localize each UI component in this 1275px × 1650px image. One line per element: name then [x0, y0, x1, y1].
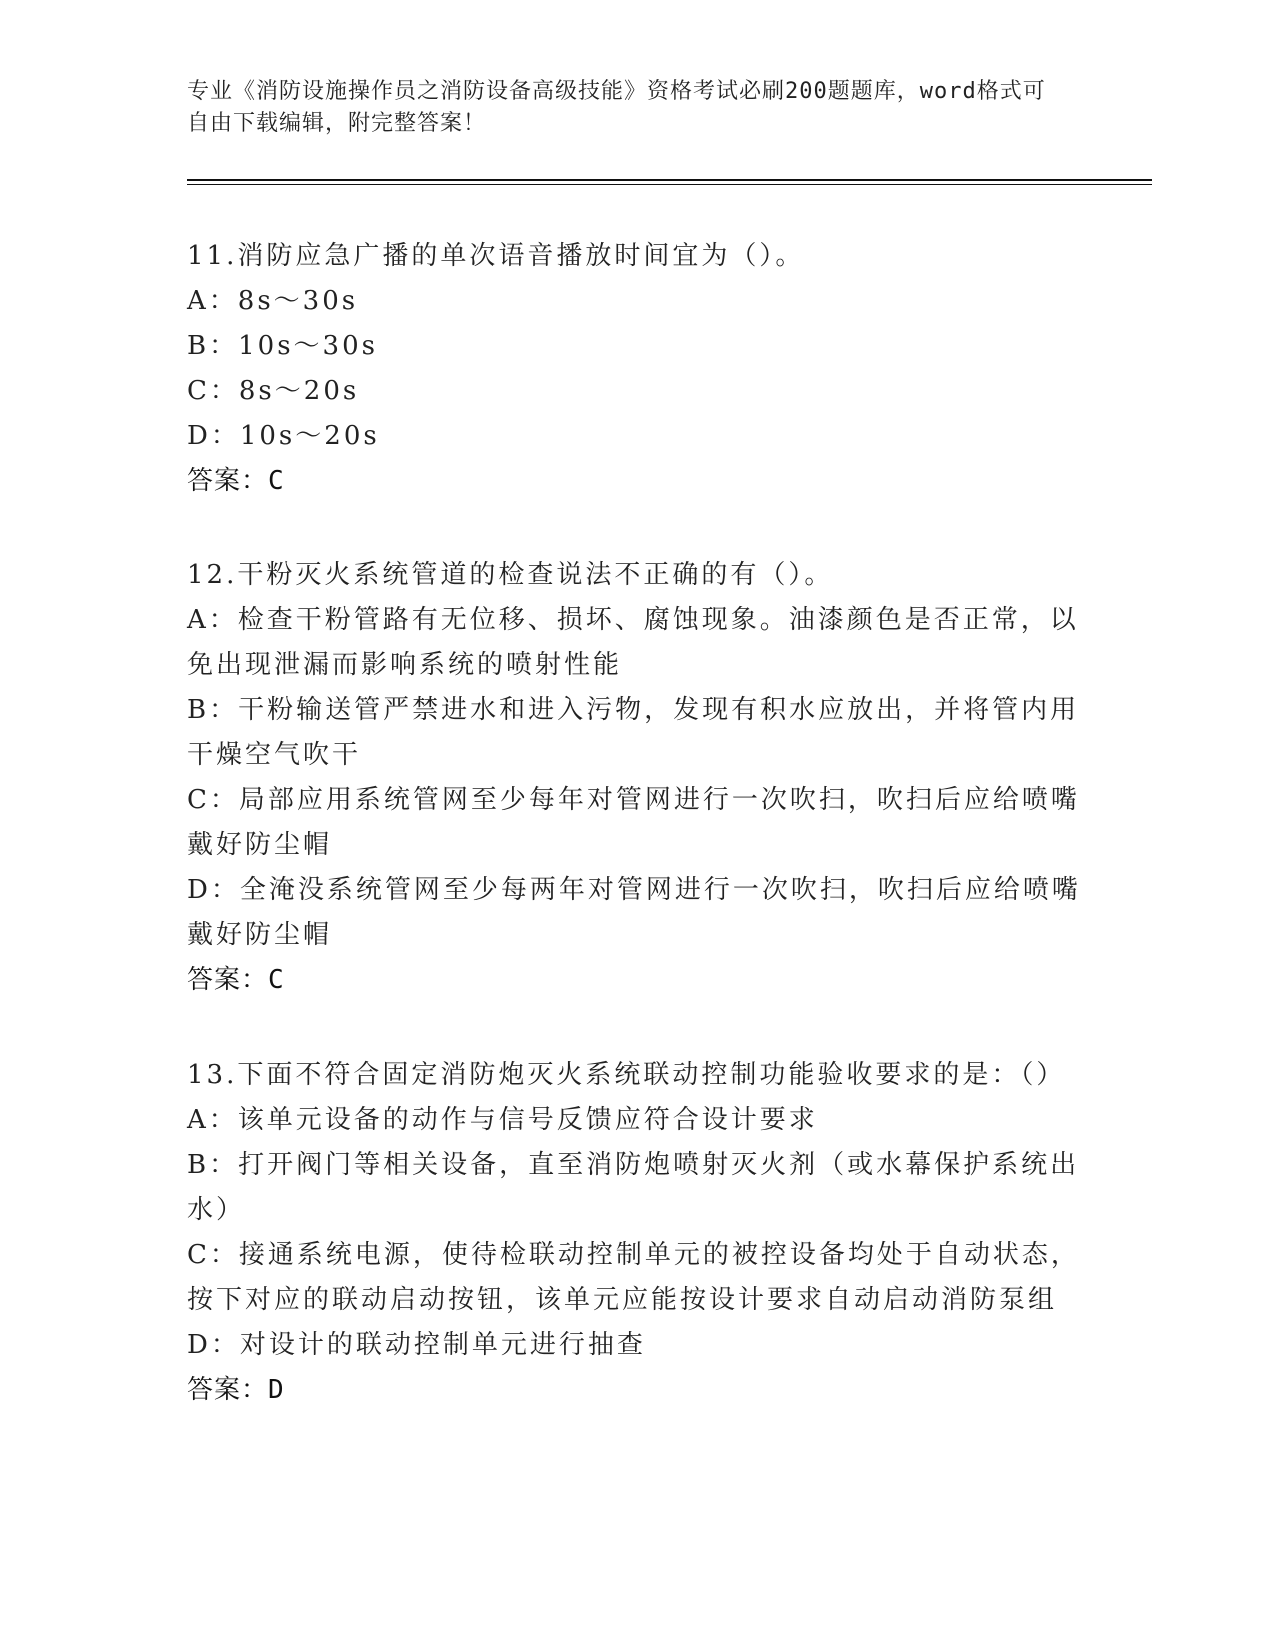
answer-label: 答案：C — [187, 965, 285, 995]
option-c: C：局部应用系统管网至少每年对管网进行一次吹扫，吹扫后应给喷嘴戴好防尘帽 — [187, 785, 1080, 860]
option-b: B：打开阀门等相关设备，直至消防炮喷射灭火剂（或水幕保护系统出水） — [187, 1150, 1080, 1225]
answer-label: 答案：C — [187, 466, 285, 496]
option-a: A：该单元设备的动作与信号反馈应符合设计要求 — [187, 1105, 818, 1135]
option-b: B：干粉输送管严禁进水和进入污物，发现有积水应放出，并将管内用干燥空气吹干 — [187, 695, 1080, 770]
option-d: D：全淹没系统管网至少每两年对管网进行一次吹扫，吹扫后应给喷嘴戴好防尘帽 — [187, 875, 1081, 950]
option-b: B：10s～30s — [187, 331, 378, 361]
option-c: C：8s～20s — [187, 376, 360, 406]
answer-label: 答案：D — [187, 1375, 285, 1405]
option-a: A：检查干粉管路有无位移、损坏、腐蚀现象。油漆颜色是否正常，以免出现泄漏而影响系统的喷射性能 — [187, 605, 1079, 680]
option-c: C：接通系统电源，使待检联动控制单元的被控设备均处于自动状态，按下对应的联动启动按钮，该单元应能按设计要求自动启动消防泵组 — [187, 1240, 1080, 1315]
document-header: 专业《消防设施操作员之消防设备高级技能》资格考试必刷200题题库，word格式可自由下载编辑，附完整答案！ — [187, 79, 1046, 136]
question-stem: 11.消防应急广播的单次语音播放时间宜为（）。 — [187, 241, 805, 271]
question-11 — [187, 234, 1087, 504]
question-13 — [187, 1053, 1087, 1413]
header-divider-thin — [187, 184, 1152, 185]
option-a: A：8s～30s — [187, 286, 359, 316]
option-d: D：10s～20s — [187, 421, 380, 451]
header-divider-thick — [187, 179, 1152, 181]
question-stem: 12.干粉灭火系统管道的检查说法不正确的有（）。 — [187, 560, 834, 590]
question-12 — [187, 553, 1087, 1003]
option-d: D：对设计的联动控制单元进行抽查 — [187, 1330, 646, 1360]
question-stem: 13.下面不符合固定消防炮灭火系统联动控制功能验收要求的是：（） — [187, 1060, 1066, 1090]
